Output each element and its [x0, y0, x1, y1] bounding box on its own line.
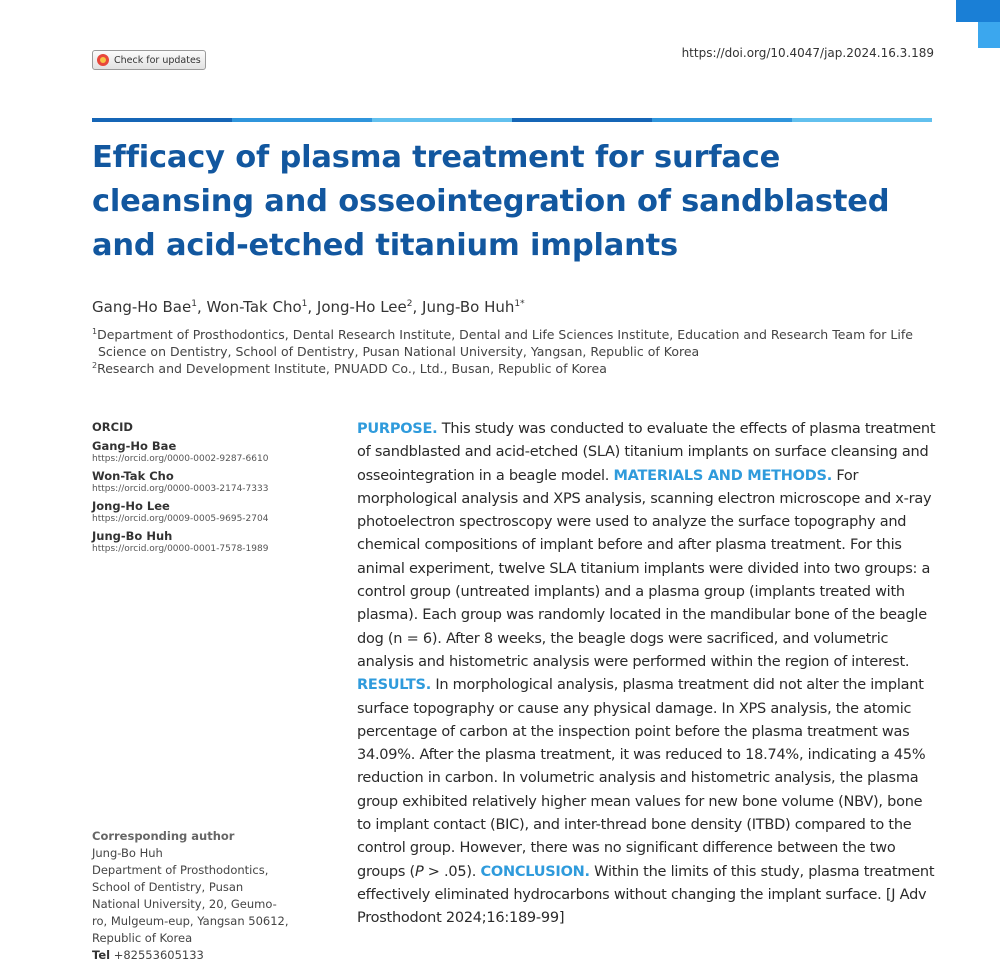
author-name: Gang-Ho Bae: [92, 298, 192, 316]
address-line: School of Dentistry, Pusan: [92, 880, 244, 894]
corner-decoration: [956, 0, 1000, 22]
orcid-author-name: Won-Tak Cho: [92, 469, 174, 483]
check-for-updates-label: Check for updates: [114, 54, 201, 66]
results-heading: RESULTS.: [357, 677, 431, 694]
affiliation-text: Research and Development Institute, PNUADD Co., Ltd., Busan, Republic of Korea: [97, 361, 607, 377]
article-title: Efficacy of plasma treatment for surface cleansing and osseointegration of sandblasted and acid-etched titanium implants: [92, 140, 890, 263]
corresponding-heading: Corresponding author: [92, 829, 235, 843]
orcid-author-name: Jung-Bo Huh: [92, 529, 173, 543]
orcid-link[interactable]: https://orcid.org/0000-0003-2174-7333: [92, 484, 269, 494]
conclusion-heading: CONCLUSION.: [480, 863, 590, 880]
author-affiliation-mark: 1: [301, 299, 308, 309]
abstract: [357, 418, 939, 931]
orcid-heading: ORCID: [92, 420, 133, 434]
methods-text: For morphological analysis and XPS analysis, scanning electron microscope and x-ray photoelectron spectroscopy were used to analyze the surface topography and chemical compositions of implant before and after plasma treatment. For this animal experiment, twelve SLA titanium implants were divided into two groups: a control group (untreated implants) and a plasma group (implants treated with plasma). Each group was randomly located in the mandibular bone of the beagle dog (n = 6). After 8 weeks, the beagle dogs were sacrificed, and volumetric analysis and histometric analysis were performed within the region of interest.: [357, 467, 932, 670]
author-affiliation-mark: 1: [191, 299, 197, 309]
affiliation-1: [92, 323, 932, 360]
purpose-text: This study was conducted to evaluate the effects of plasma treatment of sandblasted and acid-etched (SLA) titanium implants on surface cleansing and osseointegration in a beagle model.: [357, 421, 936, 484]
author-name: Jong-Ho Lee: [316, 298, 407, 316]
results-text: In morphological analysis, plasma treatment did not alter the implant surface topography or cause any physical damage. In XPS analysis, the atomic percentage of carbon at the inspection point before the plasma treatment was 34.09%. After the plasma treatment, it was reduced to 18.74%, indicating a 45% reduction in carbon. In volumetric analysis and histometric analysis, the plasma group exhibited relatively higher mean values for new bone volume (NBV), bone to implant contact (BIC), and inter-thread bone density (ITBD) compared to the control group. However, there was no significant difference between the two groups (: [357, 677, 926, 880]
corresponding-author: [92, 828, 292, 964]
affiliation-2: [92, 357, 607, 377]
orcid-link[interactable]: https://orcid.org/0009-0005-9695-2704: [92, 514, 269, 524]
affiliation-number: 2: [92, 361, 98, 370]
telephone: [92, 947, 292, 964]
author-affiliation-mark: 2: [406, 299, 413, 309]
author-affiliation-mark: 1*: [514, 299, 525, 309]
methods-heading: MATERIALS AND METHODS.: [613, 467, 832, 484]
address-line: National University, 20, Geumo-: [92, 897, 277, 911]
corresponding-name: Jung-Bo Huh: [92, 846, 163, 860]
affiliation-number: 1: [92, 327, 98, 336]
title-rule: [92, 118, 932, 122]
corner-decoration-secondary: [978, 22, 1000, 48]
author-name: Won-Tak Cho: [206, 298, 302, 316]
orcid-author-name: Gang-Ho Bae: [92, 439, 177, 453]
doi-link[interactable]: https://doi.org/10.4047/jap.2024.16.3.189: [681, 46, 934, 60]
affiliation-text-continued: Science on Dentistry, School of Dentistry, Pusan National University, Yangsan, Republic of Korea: [98, 344, 700, 360]
address-line: Department of Prosthodontics,: [92, 863, 269, 877]
p-value-symbol: P: [414, 863, 424, 880]
conclusion-text: Within the limits of this study, plasma treatment effectively eliminated hydrocarbons without changing the implant surface. [J Adv Prosthodont 2024;16:189-99]: [357, 863, 935, 927]
results-text-end: > .05).: [423, 863, 477, 880]
author-name: Jung-Bo Huh: [422, 298, 515, 316]
orcid-link[interactable]: https://orcid.org/0000-0002-9287-6610: [92, 454, 269, 464]
crossmark-icon: [97, 54, 109, 66]
check-for-updates-button[interactable]: [92, 50, 206, 70]
author-list: Gang-Ho Bae$^1$, Won-Tak Cho$^1$, Jong-Ho Lee$^2$, Jung-Bo Huh$^{1*}$: [92, 298, 525, 316]
address-line: Republic of Korea: [92, 931, 193, 945]
orcid-author-name: Jong-Ho Lee: [92, 499, 170, 513]
address-line: ro, Mulgeum-eup, Yangsan 50612,: [92, 914, 289, 928]
orcid-section: [92, 420, 302, 554]
affiliation-text: Department of Prosthodontics, Dental Research Institute, Dental and Life Sciences Institute, Education and Research Team for Life: [97, 327, 913, 343]
telephone-label: Tel: [92, 948, 111, 962]
telephone-number: +82553605133: [113, 948, 204, 962]
orcid-link[interactable]: https://orcid.org/0000-0001-7578-1989: [92, 544, 269, 554]
purpose-heading: PURPOSE.: [357, 421, 438, 437]
